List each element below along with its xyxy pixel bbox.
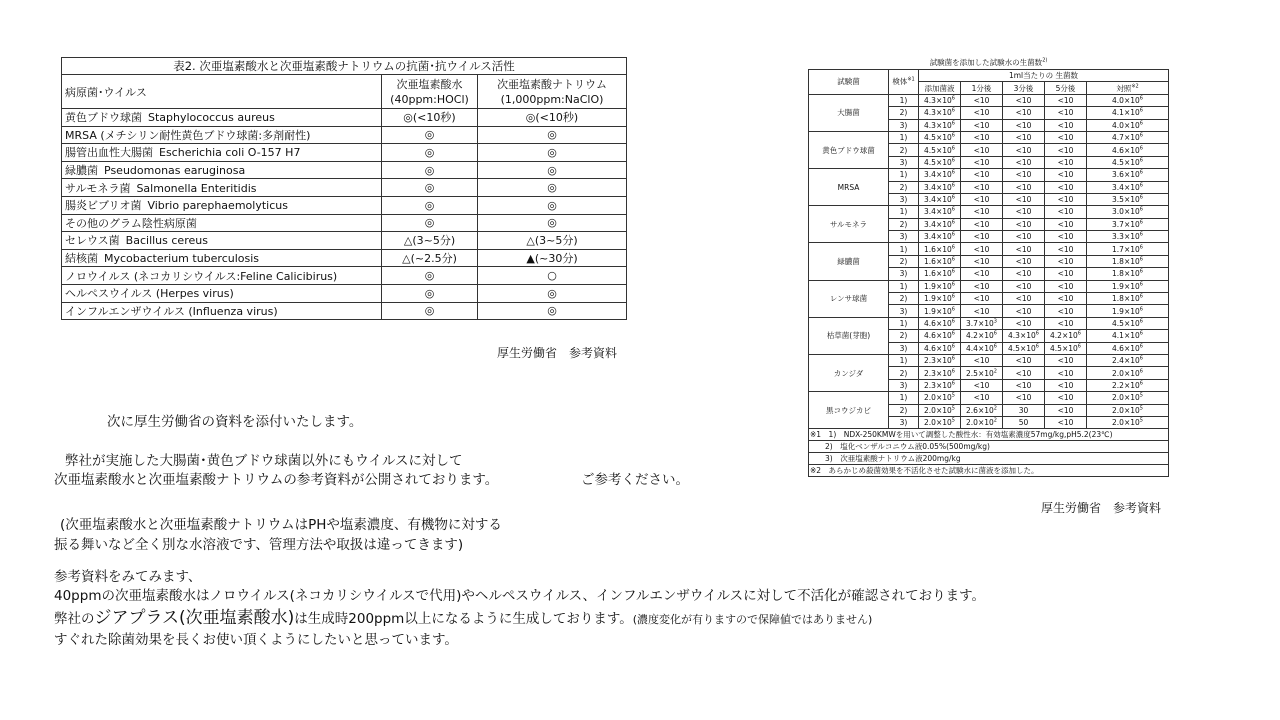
count-5min: <10 (1045, 280, 1087, 292)
header-5min: 5分後 (1045, 82, 1087, 94)
count-5min: <10 (1045, 404, 1087, 416)
sample-number: 2) (889, 218, 919, 230)
table-row (809, 243, 1169, 255)
count-1min: <10 (961, 354, 1003, 366)
count-5min: <10 (1045, 416, 1087, 428)
pathogen-cell: その他のグラム陰性病原菌 (62, 214, 382, 232)
count-3min: 30 (1003, 404, 1045, 416)
count-3min: <10 (1003, 379, 1045, 391)
sample-number: 3) (889, 342, 919, 354)
control-count: $2.2\times 10^6$ (1087, 379, 1169, 391)
count-1min: <10 (961, 119, 1003, 131)
pathogen-cell: 結核菌 Mycobacterium tuberculosis (62, 249, 382, 267)
naclo-result: ◎ (478, 126, 627, 144)
sample-number: 2) (889, 404, 919, 416)
hocl-result: ◎ (382, 196, 478, 214)
sample-number: 2) (889, 255, 919, 267)
note-text: ※2 あらかじめ殺菌効果を不活化させた試験水に菌液を添加した。 (809, 465, 1169, 477)
control-count: $2.4\times 10^6$ (1087, 354, 1169, 366)
count-3min: <10 (1003, 218, 1045, 230)
sample-number: 1) (889, 243, 919, 255)
table-row (809, 317, 1169, 329)
added-count: $1.6\times 10^6$ (919, 243, 961, 255)
hocl-result: ◎ (382, 126, 478, 144)
sample-number: 3) (889, 305, 919, 317)
count-5min: <10 (1045, 169, 1087, 181)
header-1min: 1分後 (961, 82, 1003, 94)
control-count: $4.1\times 10^6$ (1087, 107, 1169, 119)
table-row (62, 214, 627, 232)
sample-number: 2) (889, 144, 919, 156)
added-count: $1.9\times 10^6$ (919, 305, 961, 317)
count-3min: <10 (1003, 305, 1045, 317)
naclo-result: ○ (478, 267, 627, 285)
count-3min: <10 (1003, 193, 1045, 205)
table2-source: 厚生労働省 参考資料 (497, 346, 618, 360)
control-count: $2.0\times 10^5$ (1087, 404, 1169, 416)
count-1min: <10 (961, 231, 1003, 243)
naclo-result: ◎ (478, 214, 627, 232)
count-1min: <10 (961, 243, 1003, 255)
naclo-result: ◎ (478, 161, 627, 179)
count-1min: <10 (961, 169, 1003, 181)
control-count: $2.0\times 10^5$ (1087, 392, 1169, 404)
concentration-note: (濃度変化が有りますので保障値ではありません) (632, 613, 873, 626)
control-count: $4.7\times 10^6$ (1087, 131, 1169, 143)
added-count: $4.5\times 10^6$ (919, 131, 961, 143)
table-row (809, 354, 1169, 366)
count-3min: <10 (1003, 317, 1045, 329)
count-1min: <10 (961, 94, 1003, 106)
hocl-result: ◎ (382, 302, 478, 320)
organism-name: 黄色ブドウ球菌 (809, 131, 889, 168)
hocl-result: ◎ (382, 284, 478, 302)
count-3min: <10 (1003, 354, 1045, 366)
sample-number: 2) (889, 107, 919, 119)
count-3min: <10 (1003, 268, 1045, 280)
table-row (809, 94, 1169, 106)
organism-name: 枯草菌(芽胞) (809, 317, 889, 354)
added-count: $2.0\times 10^5$ (919, 404, 961, 416)
sample-number: 3) (889, 156, 919, 168)
organism-name: カンジダ (809, 354, 889, 391)
count-1min: $4.4\times 10^6$ (961, 342, 1003, 354)
count-5min: <10 (1045, 379, 1087, 391)
count-1min: <10 (961, 268, 1003, 280)
body-line-5: 振る舞いなど全く別な水溶液です、管理方法や取扱は違ってきます) (54, 537, 464, 553)
naclo-result: ◎ (478, 179, 627, 197)
sample-number: 1) (889, 317, 919, 329)
control-count: $1.8\times 10^6$ (1087, 268, 1169, 280)
added-count: $3.4\times 10^6$ (919, 181, 961, 193)
count-3min: <10 (1003, 255, 1045, 267)
sample-number: 1) (889, 354, 919, 366)
added-count: $3.4\times 10^6$ (919, 193, 961, 205)
count-3min: <10 (1003, 243, 1045, 255)
sample-number: 3) (889, 268, 919, 280)
added-count: $3.4\times 10^6$ (919, 169, 961, 181)
table-row (809, 392, 1169, 404)
added-count: $4.6\times 10^6$ (919, 330, 961, 342)
organism-name: 黒コウジカビ (809, 392, 889, 429)
added-count: $2.3\times 10^6$ (919, 367, 961, 379)
added-count: $2.3\times 10^6$ (919, 354, 961, 366)
count-1min: <10 (961, 181, 1003, 193)
count-1min: <10 (961, 255, 1003, 267)
count-3min: <10 (1003, 94, 1045, 106)
count-1min: <10 (961, 293, 1003, 305)
control-count: $4.5\times 10^6$ (1087, 156, 1169, 168)
sample-number: 1) (889, 169, 919, 181)
pathogen-cell: 緑膿菌 Pseudomonas earuginosa (62, 161, 382, 179)
control-count: $3.6\times 10^6$ (1087, 169, 1169, 181)
count-5min: <10 (1045, 181, 1087, 193)
note-text: 3) 次亜塩素酸ナトリウム液200mg/kg (809, 453, 1169, 465)
count-5min: <10 (1045, 206, 1087, 218)
control-count: $1.9\times 10^6$ (1087, 305, 1169, 317)
table-note (809, 441, 1169, 453)
pathogen-cell: ノロウイルス (ネコカリシウイルス:Feline Calicibirus) (62, 267, 382, 285)
count-3min: <10 (1003, 107, 1045, 119)
count-5min: <10 (1045, 119, 1087, 131)
hocl-result: △(3~5分) (382, 232, 478, 250)
control-count: $1.8\times 10^6$ (1087, 255, 1169, 267)
sample-number: 1) (889, 280, 919, 292)
count-5min: <10 (1045, 231, 1087, 243)
pathogen-cell: インフルエンザウイルス (Influenza virus) (62, 302, 382, 320)
count-1min: <10 (961, 305, 1003, 317)
pathogen-cell: ヘルペスウイルス (Herpes virus) (62, 284, 382, 302)
sample-number: 1) (889, 94, 919, 106)
count-1min: <10 (961, 379, 1003, 391)
table-note (809, 429, 1169, 441)
count-1min: $2.6\times 10^2$ (961, 404, 1003, 416)
count-3min: <10 (1003, 131, 1045, 143)
header-naclo: 次亜塩素酸ナトリウム (1,000ppm:NaClO) (478, 75, 627, 109)
count-3min: <10 (1003, 156, 1045, 168)
count-5min: <10 (1045, 131, 1087, 143)
body-line-8: 弊社のジアプラス(次亜塩素酸水)は生成時200ppm以上になるように生成しております。(濃度変化が有りますので保障値ではありません) (54, 608, 873, 628)
count-5min: <10 (1045, 317, 1087, 329)
table-row (809, 206, 1169, 218)
count-3min: <10 (1003, 181, 1045, 193)
count-3min: <10 (1003, 144, 1045, 156)
added-count: $2.0\times 10^5$ (919, 416, 961, 428)
note-text: 2) 塩化ベンザルコニウム液0.05%(500mg/kg) (809, 441, 1169, 453)
count-5min: <10 (1045, 94, 1087, 106)
count-5min: <10 (1045, 156, 1087, 168)
count-1min: $3.7\times 10^3$ (961, 317, 1003, 329)
count-1min: $2.0\times 10^2$ (961, 416, 1003, 428)
added-count: $1.6\times 10^6$ (919, 255, 961, 267)
body-line-9: すぐれた除菌効果を長くお使い頂くようにしたいと思っています。 (54, 632, 458, 648)
hocl-result: ◎ (382, 144, 478, 162)
control-count: $1.9\times 10^6$ (1087, 280, 1169, 292)
body-line-4: (次亜塩素酸水と次亜塩素酸ナトリウムはPHや塩素濃度、有機物に対する (60, 517, 502, 533)
count-5min: <10 (1045, 243, 1087, 255)
naclo-result: ◎ (478, 196, 627, 214)
body-line-3: 次亜塩素酸水と次亜塩素酸ナトリウムの参考資料が公開されております。 (54, 472, 499, 488)
sample-number: 3) (889, 119, 919, 131)
header-organism: 試験菌 (809, 70, 889, 95)
added-count: $4.3\times 10^6$ (919, 107, 961, 119)
count-3min: <10 (1003, 280, 1045, 292)
naclo-result: △(3~5分) (478, 232, 627, 250)
pathogen-cell: セレウス菌 Bacillus cereus (62, 232, 382, 250)
sample-number: 2) (889, 293, 919, 305)
table-note (809, 453, 1169, 465)
naclo-result: ◎ (478, 144, 627, 162)
control-count: $4.6\times 10^6$ (1087, 342, 1169, 354)
note-text: ※1 1) NDX-250KMWを用いて調整した酸性水：有効塩素濃度57mg/kg,pH5.2(23℃) (809, 429, 1169, 441)
organism-name: サルモネラ (809, 206, 889, 243)
added-count: $2.3\times 10^6$ (919, 379, 961, 391)
added-count: $1.9\times 10^6$ (919, 280, 961, 292)
added-count: $4.5\times 10^6$ (919, 156, 961, 168)
pathogen-cell: 腸管出血性大腸菌 Escherichia coli O-157 H7 (62, 144, 382, 162)
control-count: $4.0\times 10^6$ (1087, 119, 1169, 131)
control-count: $1.7\times 10^6$ (1087, 243, 1169, 255)
added-count: $4.5\times 10^6$ (919, 144, 961, 156)
organism-name: MRSA (809, 169, 889, 206)
added-count: $3.4\times 10^6$ (919, 206, 961, 218)
count-1min: <10 (961, 206, 1003, 218)
organism-name: レンサ球菌 (809, 280, 889, 317)
count-5min: <10 (1045, 293, 1087, 305)
hocl-result: △(~2.5分) (382, 249, 478, 267)
table-row (809, 280, 1169, 292)
table-row (62, 249, 627, 267)
count-3min: <10 (1003, 392, 1045, 404)
sample-number: 2) (889, 330, 919, 342)
header-sample: 検体$^{※1}$ (889, 70, 919, 95)
header-3min: 3分後 (1003, 82, 1045, 94)
sample-number: 1) (889, 206, 919, 218)
count-5min: <10 (1045, 193, 1087, 205)
count-1min: <10 (961, 280, 1003, 292)
count-5min: <10 (1045, 268, 1087, 280)
sample-number: 3) (889, 379, 919, 391)
naclo-result: ▲(~30分) (478, 249, 627, 267)
count-3min: $4.3\times 10^6$ (1003, 330, 1045, 342)
count-3min: <10 (1003, 169, 1045, 181)
table-row (809, 169, 1169, 181)
header-control: 対照$^{※2}$ (1087, 82, 1169, 94)
count-1min: $2.5\times 10^2$ (961, 367, 1003, 379)
count-5min: <10 (1045, 305, 1087, 317)
control-count: $4.6\times 10^6$ (1087, 144, 1169, 156)
product-name: ジアプラス(次亜塩素酸水) (94, 608, 295, 628)
table-row (809, 131, 1169, 143)
pathogen-cell: サルモネラ菌 Salmonella Enteritidis (62, 179, 382, 197)
count-1min: $4.2\times 10^6$ (961, 330, 1003, 342)
count-5min: <10 (1045, 107, 1087, 119)
added-count: $4.3\times 10^6$ (919, 119, 961, 131)
count-1min: <10 (961, 193, 1003, 205)
count-5min: <10 (1045, 367, 1087, 379)
table-row (62, 232, 627, 250)
count-1min: <10 (961, 131, 1003, 143)
header-pathogen: 病原菌･ウイルス (62, 75, 382, 109)
table-row (62, 302, 627, 320)
table-row (62, 196, 627, 214)
header-hocl: 次亜塩素酸水 (40ppm:HOCl) (382, 75, 478, 109)
added-count: $4.3\times 10^6$ (919, 94, 961, 106)
added-count: $1.6\times 10^6$ (919, 268, 961, 280)
control-count: $4.5\times 10^6$ (1087, 317, 1169, 329)
count-3min: <10 (1003, 367, 1045, 379)
header-count-group: 1ml当たりの 生菌数 (919, 70, 1169, 82)
organism-name: 大腸菌 (809, 94, 889, 131)
count-1min: <10 (961, 156, 1003, 168)
body-line-6: 参考資料をみてみます、 (54, 569, 202, 585)
added-count: $3.4\times 10^6$ (919, 218, 961, 230)
count-5min: <10 (1045, 218, 1087, 230)
control-count: $3.5\times 10^6$ (1087, 193, 1169, 205)
count-5min: $4.2\times 10^6$ (1045, 330, 1087, 342)
sample-number: 3) (889, 231, 919, 243)
count-5min: <10 (1045, 144, 1087, 156)
count-3min: $4.5\times 10^6$ (1003, 342, 1045, 354)
count-5min: <10 (1045, 255, 1087, 267)
sample-number: 1) (889, 131, 919, 143)
count-1min: <10 (961, 218, 1003, 230)
control-count: $2.0\times 10^6$ (1087, 367, 1169, 379)
table-row (62, 109, 627, 127)
control-count: $4.1\times 10^6$ (1087, 330, 1169, 342)
table-row (62, 126, 627, 144)
control-count: $2.0\times 10^5$ (1087, 416, 1169, 428)
viable-count-table (808, 55, 1168, 477)
right-table-title: 試験菌を添加した試験水の生菌数$^{2)}$ (809, 55, 1169, 70)
body-line-7: 40ppmの次亜塩素酸水はノロウイルス(ネコカリシウイルスで代用)やヘルペスウイルス、インフルエンザウイルスに対して不活化が確認されております。 (54, 588, 986, 604)
count-3min: <10 (1003, 293, 1045, 305)
count-3min: <10 (1003, 119, 1045, 131)
table-note (809, 465, 1169, 477)
hocl-result: ◎ (382, 214, 478, 232)
pathogen-cell: 腸炎ビブリオ菌 Vibrio parephaemolyticus (62, 196, 382, 214)
hocl-result: ◎ (382, 161, 478, 179)
control-count: $1.8\times 10^6$ (1087, 293, 1169, 305)
organism-name: 緑膿菌 (809, 243, 889, 280)
count-3min: <10 (1003, 206, 1045, 218)
sample-number: 3) (889, 416, 919, 428)
count-1min: <10 (961, 144, 1003, 156)
body-line-2: 弊社が実施した大腸菌･黄色ブドウ球菌以外にもウイルスに対して (65, 453, 463, 469)
added-count: $1.9\times 10^6$ (919, 293, 961, 305)
count-3min: <10 (1003, 231, 1045, 243)
right-table-source: 厚生労働省 参考資料 (1041, 501, 1162, 515)
sample-number: 3) (889, 193, 919, 205)
control-count: $3.3\times 10^6$ (1087, 231, 1169, 243)
table-row (62, 161, 627, 179)
naclo-result: ◎(<10秒) (478, 109, 627, 127)
added-count: $3.4\times 10^6$ (919, 231, 961, 243)
table-row (62, 284, 627, 302)
count-3min: 50 (1003, 416, 1045, 428)
table-row (62, 267, 627, 285)
intro-text: 次に厚生労働省の資料を添付いたします。 (107, 414, 363, 430)
count-1min: <10 (961, 392, 1003, 404)
hocl-result: ◎ (382, 179, 478, 197)
count-5min: <10 (1045, 354, 1087, 366)
hocl-result: ◎(<10秒) (382, 109, 478, 127)
count-5min: <10 (1045, 392, 1087, 404)
sample-number: 1) (889, 392, 919, 404)
added-count: $4.6\times 10^6$ (919, 317, 961, 329)
hocl-result: ◎ (382, 267, 478, 285)
table-row (62, 179, 627, 197)
count-5min: $4.5\times 10^6$ (1045, 342, 1087, 354)
control-count: $3.4\times 10^6$ (1087, 181, 1169, 193)
antibacterial-activity-table (61, 57, 626, 320)
table-row (62, 144, 627, 162)
pathogen-cell: MRSA (メチシリン耐性黄色ブドウ球菌:多剤耐性) (62, 126, 382, 144)
naclo-result: ◎ (478, 284, 627, 302)
count-1min: <10 (961, 107, 1003, 119)
added-count: $4.6\times 10^6$ (919, 342, 961, 354)
body-line-3b: ご参考ください。 (581, 472, 689, 488)
sample-number: 2) (889, 181, 919, 193)
control-count: $3.7\times 10^6$ (1087, 218, 1169, 230)
control-count: $3.0\times 10^6$ (1087, 206, 1169, 218)
added-count: $2.0\times 10^5$ (919, 392, 961, 404)
pathogen-cell: 黄色ブドウ球菌 Staphylococcus aureus (62, 109, 382, 127)
sample-number: 2) (889, 367, 919, 379)
table-title: 表2. 次亜塩素酸水と次亜塩素酸ナトリウムの抗菌･抗ウイルス活性 (62, 58, 627, 75)
control-count: $4.0\times 10^6$ (1087, 94, 1169, 106)
naclo-result: ◎ (478, 302, 627, 320)
header-added: 添加菌液 (919, 82, 961, 94)
